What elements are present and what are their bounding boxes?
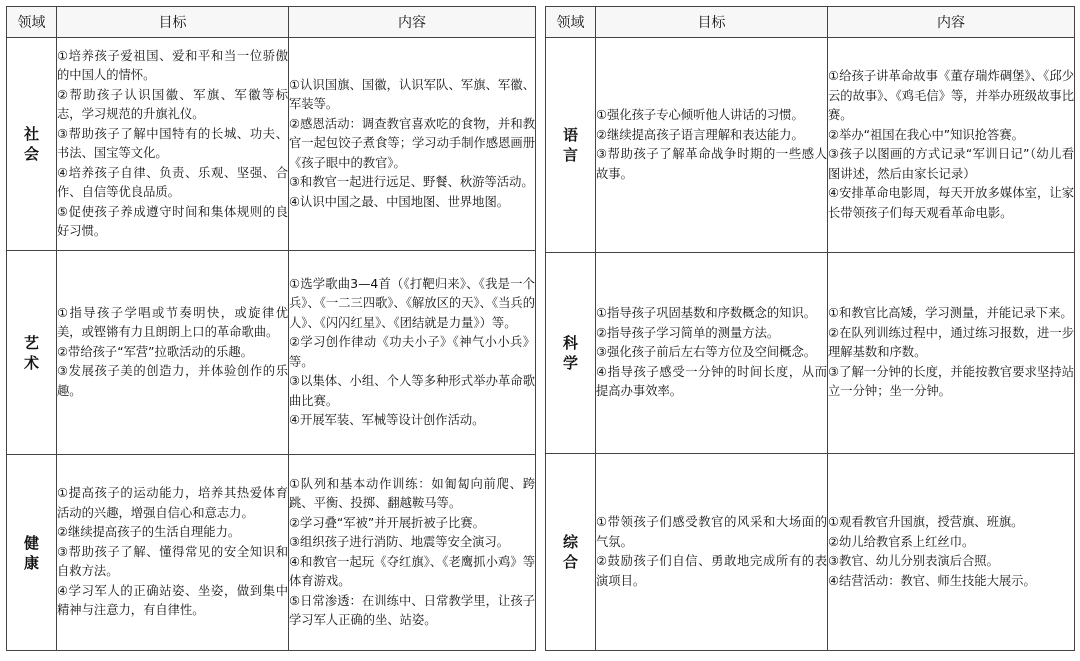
table-row [7, 38, 536, 251]
right-header-content: 内容 [828, 7, 1075, 38]
goal-item: ②继续提高孩子语言理解和表达能力。 [596, 127, 804, 142]
content-item: ③和教官一起进行远足、野餐、秋游等活动。 [289, 175, 534, 190]
goals-cell [596, 454, 828, 651]
content-cell [828, 38, 1075, 253]
domain-label: 艺术 [23, 333, 39, 372]
content-item: ②学习叠“军被”并开展折被子比赛。 [289, 515, 485, 530]
content-cell [828, 253, 1075, 454]
content-item: ②举办“祖国在我心中”知识抢答赛。 [828, 127, 1024, 142]
content-item: ⑤日常渗透：在训练中、日常教学里，让孩子学习军人正确的坐、站姿。 [289, 593, 535, 627]
content-item: ④开展军装、军械等设计创作活动。 [289, 413, 485, 427]
goal-item: ③发展孩子美的创造力，并体验创作的乐趣。 [57, 364, 288, 398]
content-item: ③组织孩子进行消防、地震等安全演习。 [289, 535, 510, 549]
content-cell [289, 38, 536, 251]
content-item: ②学习创作律动《功夫小子》《神气小小兵》等。 [289, 335, 535, 369]
table-row [546, 38, 1075, 253]
domain-cell [7, 251, 57, 455]
left-header-row [7, 7, 536, 38]
goal-item: ②鼓励孩子们自信、勇敢地完成所有的表演项目。 [596, 554, 827, 588]
goal-item: ①指导孩子巩固基数和序数概念的知识。 [596, 306, 817, 321]
left-header-goals: 目标 [57, 7, 289, 38]
domain-label: 社会 [23, 125, 39, 163]
table-row [546, 253, 1075, 454]
left-curriculum-table [6, 6, 536, 651]
content-cell [289, 455, 536, 651]
table-row [7, 455, 536, 651]
domain-cell [7, 38, 57, 251]
goal-item: ③帮助孩子了解、懂得常见的安全知识和自救方法。 [57, 544, 288, 579]
content-item: ④认识中国之最、中国地图、世界地图。 [289, 194, 510, 209]
goals-cell [57, 455, 289, 651]
content-item: ③以集体、小组、个人等多种形式举办革命歌曲比赛。 [289, 374, 535, 408]
goal-item: ①提高孩子的运动能力，培养其热爱体育活动的兴趣，增强自信心和意志力。 [57, 486, 288, 520]
content-item: ①认识国旗、国徽，认识军队、军旗、军徽、军装等。 [289, 77, 535, 112]
goal-item: ②帮助孩子认识国徽、军旗、军徽等标志，学习规范的升旗礼仪。 [57, 87, 288, 121]
goal-item: ②继续提高孩子的生活自理能力。 [57, 525, 241, 540]
content-item: ①选学歌曲3—4首（《打靶归来》、《我是一个兵》、《一二三四歌》、《解放区的天》、《当兵的人》、《闪闪红星》、《团结就是力量》）等。 [289, 276, 535, 330]
content-item: ①给孩子讲革命故事《董存瑞炸碉堡》、《邱少云的故事》、《鸡毛信》等，并举办班级故事比赛。 [828, 69, 1074, 122]
content-item: ①观看教官升国旗，授营旗、班旗。 [828, 515, 1024, 529]
right-curriculum-table [545, 6, 1075, 651]
goal-item: ③强化孩子前后左右等方位及空间概念。 [596, 345, 817, 360]
goal-item: ①强化孩子专心倾听他人讲话的习惯。 [596, 108, 804, 122]
goal-item: ②带给孩子“军营”拉歌活动的乐趣。 [57, 344, 253, 359]
content-item: ③孩子以图画的方式记录“军训日记”（幼儿看图讲述，然后由家长记录） [828, 147, 1074, 181]
domain-cell [7, 455, 57, 651]
goal-item: ①指导孩子学唱或节奏明快，或旋律优美，或铿锵有力且朗朗上口的革命歌曲。 [57, 305, 288, 340]
right-header-domain: 领域 [546, 7, 596, 38]
goals-cell [57, 251, 289, 455]
left-header-content: 内容 [289, 7, 536, 38]
right-header-goals: 目标 [596, 7, 828, 38]
goal-item: ④学习军人的正确站姿、坐姿，做到集中精神与注意力，有自律性。 [57, 583, 288, 618]
goal-item: ①培养孩子爱祖国、爱和平和当一位骄傲的中国人的情怀。 [57, 48, 288, 82]
content-item: ①队列和基本动作训练：如匍匐向前爬、跨跳、平衡、投掷、翻越鞍马等。 [289, 476, 535, 510]
goals-cell [596, 38, 828, 253]
content-item: ④安排革命电影周，每天开放多媒体室，让家长带领孩子们每天观看革命电影。 [828, 186, 1074, 220]
content-item: ①和教官比高矮，学习测量，并能记录下来。 [828, 306, 1073, 321]
table-row [546, 454, 1075, 651]
content-cell [289, 251, 536, 455]
goal-item: ③帮助孩子了解革命战争时期的一些感人故事。 [596, 147, 827, 181]
domain-cell [546, 38, 596, 253]
goal-item: ④指导孩子感受一分钟的时间长度，从而提高办事效率。 [596, 364, 827, 399]
content-item: ②感恩活动：调查教官喜欢吃的食物，并和教官一起包饺子煮食等；学习动手制作感恩画册《孩子眼中的教官》。 [289, 116, 535, 170]
right-header-row [546, 7, 1075, 38]
content-item: ④和教官一起玩《夺红旗》、《老鹰抓小鸡》等体育游戏。 [289, 554, 535, 588]
domain-cell [546, 253, 596, 454]
domain-label: 综合 [562, 533, 578, 571]
domain-cell [546, 454, 596, 651]
goals-cell [596, 253, 828, 454]
domain-label: 语言 [562, 126, 578, 164]
goal-item: ④培养孩子自律、负责、乐观、坚强、合作、自信等优良品质。 [57, 165, 288, 199]
left-header-domain: 领域 [7, 7, 57, 38]
content-item: ③教官、幼儿分别表演后合照。 [828, 554, 999, 568]
table-row [7, 251, 536, 455]
goal-item: ⑤促使孩子养成遵守时间和集体规则的良好习惯。 [57, 204, 288, 238]
content-cell [828, 454, 1075, 651]
goals-cell [57, 38, 289, 251]
goal-item: ①带领孩子们感受教官的风采和大场面的气氛。 [596, 515, 827, 549]
goal-item: ②指导孩子学习简单的测量方法。 [596, 325, 780, 340]
domain-label: 科学 [562, 334, 578, 372]
goal-item: ③帮助孩子了解中国特有的长城、功夫、书法、国宝等文化。 [57, 126, 288, 160]
content-item: ③了解一分钟的长度，并能按教官要求坚持站立一分钟；坐一分钟。 [828, 364, 1074, 399]
domain-label: 健康 [23, 533, 39, 572]
content-item: ④结营活动：教官、师生技能大展示。 [828, 573, 1036, 588]
content-item: ②在队列训练过程中，通过练习报数，进一步理解基数和序数。 [828, 325, 1074, 360]
content-item: ②幼儿给教官系上红丝巾。 [828, 534, 975, 549]
